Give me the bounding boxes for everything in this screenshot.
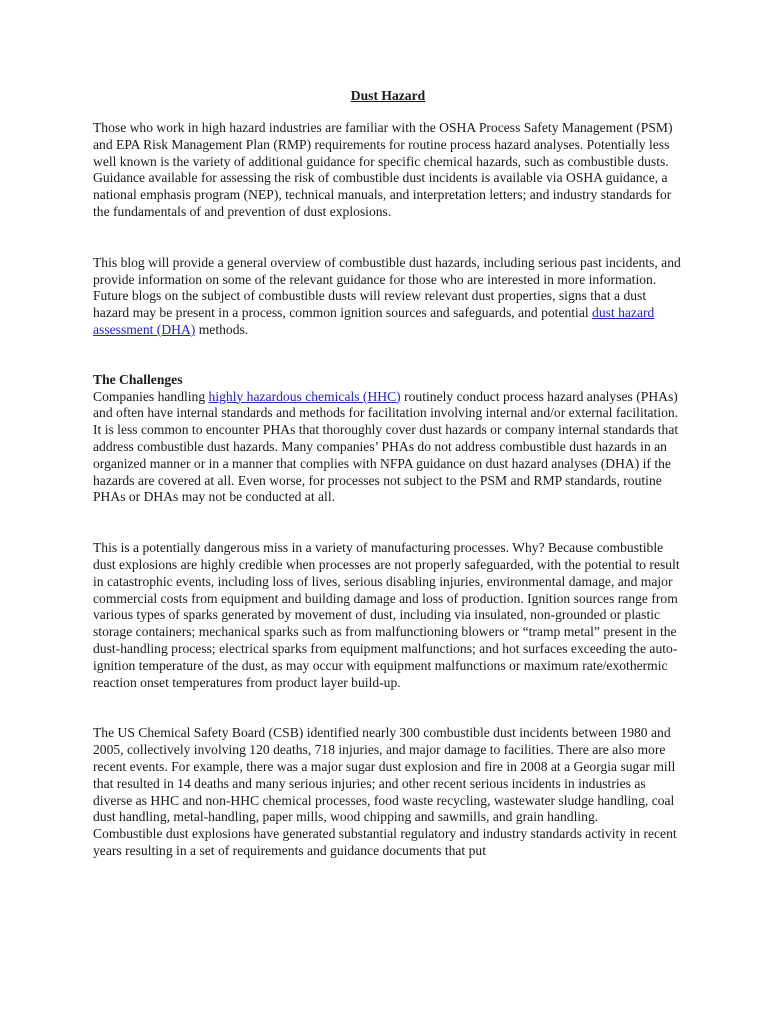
paragraph-spacer — [93, 339, 683, 372]
challenges-paragraph-1 — [93, 389, 683, 507]
challenges-heading: The Challenges — [93, 371, 183, 387]
challenges-paragraph-1-tail: routinely conduct process hazard analyses (PHAs) and often have internal standards and methods for facilitation involving internal and/or external facilitation. It is less common to encounter PHAs that thoroughly cover dust hazards or company internal standards that address combustible dust hazards. Many companies’ PHAs do not address combustible dust hazards in an organized manner or in a manner that complies with NFPA guidance on dust hazard analyses (DHA) if the hazards are covered at all. Even worse, for processes not subject to the PSM and RMP standards, routine PHAs or DHAs may not be conducted at all. — [93, 388, 679, 505]
paragraph-spacer — [93, 506, 683, 540]
intro-paragraph-1: Those who work in high hazard industries are familiar with the OSHA Process Safety Management (PSM) and EPA Risk Management Plan (RMP) requirements for routine process hazard analyses. Potentially less well known is the variety of additional guidance for specific chemical hazards, such as combustible dusts. Guidance available for assessing the risk of combustible dust incidents is available via OSHA guidance, a national emphasis program (NEP), technical manuals, and interpretation letters; and industry standards for the fundamentals of and prevention of dust explosions. — [93, 120, 673, 219]
challenges-paragraph-2: This is a potentially dangerous miss in a variety of manufacturing processes. Why? Because combustible dust explosions are highly credible when processes are not properly safeguarded, with the potential to result in catastrophic events, including loss of lives, serious disabling injuries, environmental damage, and major commercial costs from equipment and building damage and loss of production. Ignition sources range from various types of sparks generated by movement of dust, including via insulated, non-grounded or plastic storage containers; mechanical sparks such as from malfunctioning blowers or “tramp metal” present in the dust-handling process; electrical sparks from equipment malfunctions; and hot surfaces exceeding the auto-ignition temperature of the dust, as may occur with equipment malfunctions or maximum rate/exothermic reaction onset temperatures from product layer build-up. — [93, 540, 680, 690]
challenges-paragraph-4: Combustible dust explosions have generated substantial regulatory and industry standards activity in recent years resulting in a set of requirements and guidance documents that put — [93, 826, 677, 858]
document-title: Dust Hazard — [350, 88, 426, 103]
paragraph-spacer — [93, 691, 683, 725]
paragraph-spacer — [93, 221, 683, 255]
intro-paragraph-2 — [93, 255, 683, 339]
dha-link[interactable]: dust hazard assessment (DHA) — [93, 305, 655, 337]
challenges-paragraph-1-text: Companies handling — [93, 388, 209, 404]
hhc-link[interactable]: highly hazardous chemicals (HHC) — [208, 388, 401, 404]
intro-paragraph-2-tail: methods. — [195, 321, 249, 337]
intro-paragraph-2-text: This blog will provide a general overview of combustible dust hazards, including serious past incidents, and provide information on some of the relevant guidance for those who are interested in more information. Future blogs on the subject of combustible dusts will review relevant dust properties, signs that a dust hazard may be present in a process, common ignition sources and safeguards, and potential — [93, 254, 681, 321]
document-page — [93, 87, 683, 860]
challenges-paragraph-3: The US Chemical Safety Board (CSB) identified nearly 300 combustible dust incidents between 1980 and 2005, collectively involving 120 deaths, 718 injuries, and major damage to facilities. There are also more recent events. For example, there was a major sugar dust explosion and fire in 2008 at a Georgia sugar mill that resulted in 14 deaths and many serious injuries; and other recent serious incidents in industries as diverse as HHC and non-HHC chemical processes, food waste recycling, wastewater sludge handling, coal dust handling, metal-handling, paper mills, wood chipping and sawmills, and grain handling. — [93, 725, 676, 825]
